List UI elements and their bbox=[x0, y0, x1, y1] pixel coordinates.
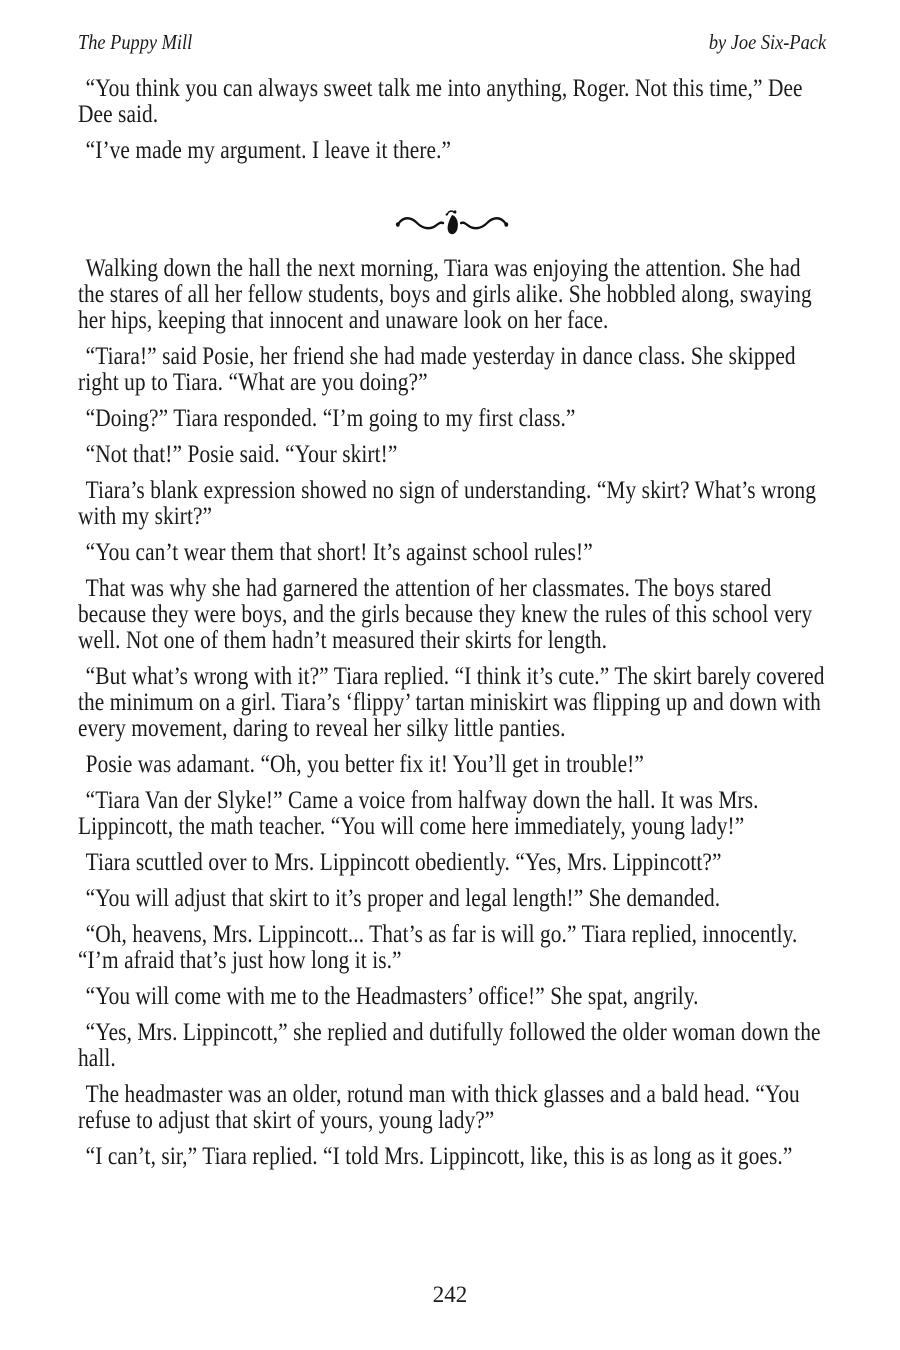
book-title: The Puppy Mill bbox=[78, 30, 193, 54]
paragraph: “Tiara!” said Posie, her friend she had made yesterday in dance class. She skipped right up to Tiara. “What are you doing?” bbox=[78, 343, 796, 396]
paragraph: The headmaster was an older, rotund man with thick glasses and a bald head. “You refuse to adjust that skirt of yours, young lady?” bbox=[78, 1081, 800, 1134]
section-divider bbox=[392, 204, 512, 240]
page-footer bbox=[0, 1282, 900, 1308]
paragraph: Posie was adamant. “Oh, you better fix it! You’ll get in trouble!” bbox=[85, 751, 644, 778]
flourish-ornament-icon bbox=[392, 204, 512, 240]
paragraph: “But what’s wrong with it?” Tiara replied. “I think it’s cute.” The skirt barely covered the minimum on a girl. Tiara’s ‘flippy’ tartan miniskirt was flipping up and down with every movement, daring to reveal her silky little panties. bbox=[78, 663, 825, 742]
paragraph: “Not that!” Posie said. “Your skirt!” bbox=[85, 441, 398, 468]
paragraph: Walking down the hall the next morning, Tiara was enjoying the attention. She had the stares of all her fellow students, boys and girls alike. She hobbled along, swaying her hips, keeping that innocent and unaware look on her face. bbox=[78, 255, 812, 334]
paragraph: “You think you can always sweet talk me into anything, Roger. Not this time,” Dee Dee said. bbox=[78, 75, 803, 128]
page-number: 242 bbox=[432, 1282, 468, 1307]
paragraph: “I’ve made my argument. I leave it there.” bbox=[85, 137, 452, 164]
paragraph: “Oh, heavens, Mrs. Lippincott... That’s as far is will go.” Tiara replied, innocently. “I’m afraid that’s just how long it is.” bbox=[78, 921, 798, 974]
running-header bbox=[78, 30, 826, 54]
paragraph: “You will adjust that skirt to it’s proper and legal length!” She demanded. bbox=[85, 885, 721, 912]
paragraph: That was why she had garnered the attention of her classmates. The boys stared because they were boys, and the girls because they knew the rules of this school very well. Not one of them hadn’t measured their skirts for length. bbox=[78, 575, 813, 654]
page-content bbox=[78, 0, 826, 1170]
paragraph: “You can’t wear them that short! It’s against school rules!” bbox=[85, 539, 593, 566]
paragraph: “Yes, Mrs. Lippincott,” she replied and dutifully followed the older woman down the hall. bbox=[78, 1019, 821, 1072]
paragraph: “You will come with me to the Headmasters’ office!” She spat, angrily. bbox=[85, 983, 699, 1010]
paragraph: Tiara’s blank expression showed no sign of understanding. “My skirt? What’s wrong with my skirt?” bbox=[78, 477, 817, 530]
paragraph: “Tiara Van der Slyke!” Came a voice from halfway down the hall. It was Mrs. Lippincott, the math teacher. “You will come here immediately, young lady!” bbox=[78, 787, 759, 840]
paragraph: “I can’t, sir,” Tiara replied. “I told Mrs. Lippincott, like, this is as long as it goes.” bbox=[85, 1143, 793, 1170]
paragraph: Tiara scuttled over to Mrs. Lippincott obediently. “Yes, Mrs. Lippincott?” bbox=[85, 849, 722, 876]
book-byline: by Joe Six-Pack bbox=[708, 30, 827, 54]
paragraph: “Doing?” Tiara responded. “I’m going to my first class.” bbox=[85, 405, 576, 432]
